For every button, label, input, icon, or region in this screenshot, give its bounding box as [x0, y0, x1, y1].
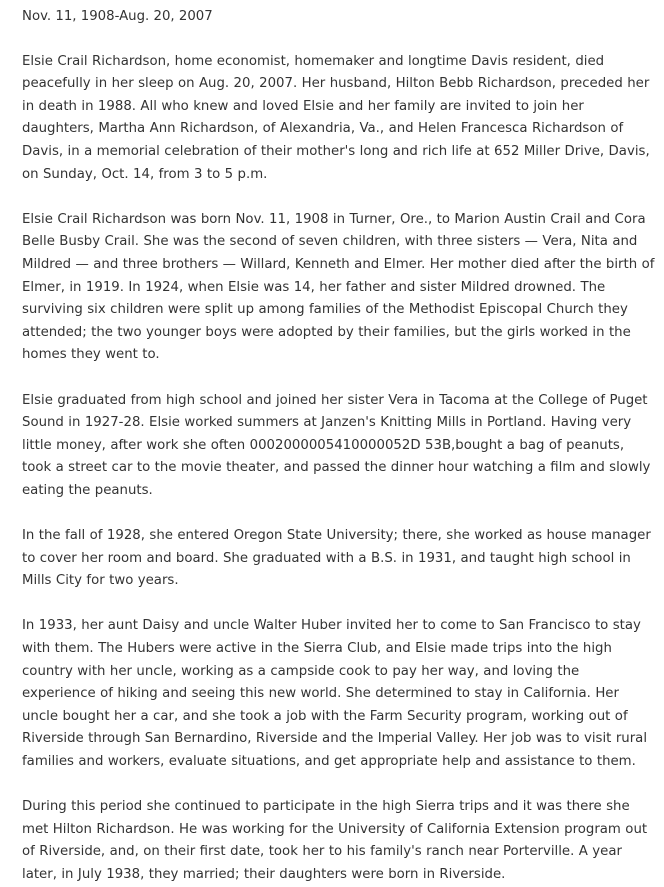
paragraph-marriage: During this period she continued to participate in the high Sierra trips and it was there she met Hilton Richardson. He was working for the University of California Extension program out of Riverside, and, on their first date, took her to his family's ranch near Porterville. A year later, in July 1938, they married; their daughters were born in Riverside.	[22, 799, 648, 882]
paragraph-death-notice: Elsie Crail Richardson, home economist, homemaker and longtime Davis resident, died peacefully in her sleep on Aug. 20, 2007. Her husband, Hilton Bebb Richardson, preceded her in death in 1988. All who knew and loved Elsie and her family are invited to join her daughters, Martha Ann Richardson, of Alexandria, Va., and Helen Francesca Richardson of Davis, in a memorial celebration of their mother's long and rich life at 652 Miller Drive, Davis, on Sunday, Oct. 14, from 3 to 5 p.m.	[22, 53, 650, 182]
paragraph-college: Elsie graduated from high school and joined her sister Vera in Tacoma at the College of Puget Sound in 1927-28. Elsie worked summers at Janzen's Knitting Mills in Portland. Having very little money, after work she often 0002000005410000052D 53B,bought a bag of peanuts, took a street car to the movie theater, and passed the dinner hour watching a film and slowly eating the peanuts.	[22, 392, 651, 498]
life-dates: Nov. 11, 1908-Aug. 20, 2007	[22, 9, 213, 24]
paragraph-oregon-state: In the fall of 1928, she entered Oregon State University; there, she worked as house manager to cover her room and board. She graduated with a B.S. in 1931, and taught high school in Mills City for two years.	[22, 528, 651, 589]
paragraph-early-life: Elsie Crail Richardson was born Nov. 11, 1908 in Turner, Ore., to Marion Austin Crail and Cora Belle Busby Crail. She was the second of seven children, with three sisters — Vera, Nita and Mildred — and three brothers — Willard, Kenneth and Elmer. Her mother died after the birth of Elmer, in 1919. In 1924, when Elsie was 14, her father and sister Mildred drowned. The surviving six children were split up among families of the Methodist Episcopal Church they attended; the two younger boys were adopted by their families, but the girls worked in the homes they went to.	[22, 211, 655, 363]
paragraph-california: In 1933, her aunt Daisy and uncle Walter Huber invited her to come to San Francisco to stay with them. The Hubers were active in the Sierra Club, and Elsie made trips into the high country with her uncle, working as a campside cook to pay her way, and loving the experience of hiking and seeing this new world. She determined to stay in California. Her uncle bought her a car, and she took a job with the Farm Security program, working out of Riverside through San Bernardino, Riverside and the Imperial Valley. Her job was to visit rural families and workers, evaluate situations, and get appropriate help and assistance to them.	[22, 618, 648, 769]
